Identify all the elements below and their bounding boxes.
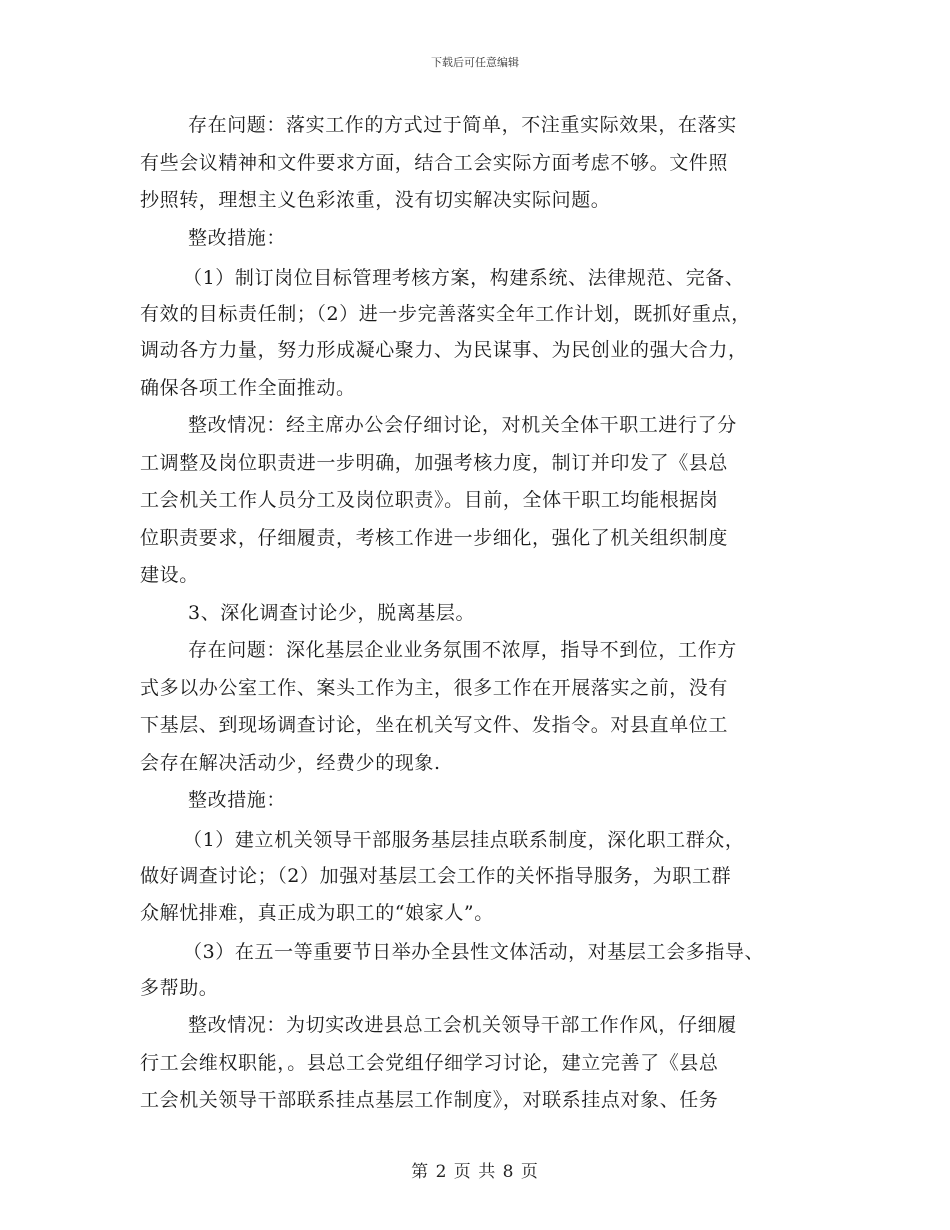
text-line: 有效的目标责任制；（2）进一步完善落实全年工作计划，既抓好重点， [140, 303, 751, 325]
text-line: 多帮助。 [140, 977, 219, 999]
text-line: （1）制订岗位目标管理考核方案，构建系统、法律规范、完备、 [183, 267, 745, 289]
text-line: 存在问题：深化基层企业业务氛围不浓厚，指导不到位，工作方 [188, 639, 737, 661]
text-line: 整改措施： [188, 789, 287, 811]
text-line: 建设。 [140, 564, 199, 586]
text-line: 位职责要求，仔细履责，考核工作进一步细化，强化了机关组织制度 [140, 527, 729, 549]
page-footer: 第 2 页 共 8 页 [411, 1162, 539, 1182]
text-line: （3）在五一等重要节日举办全县性文体活动，对基层工会多指导、 [183, 941, 765, 963]
text-line: 整改措施： [188, 227, 287, 249]
text-line: 存在问题：落实工作的方式过于简单，不注重实际效果，在落实 [188, 114, 737, 136]
text-line: 确保各项工作全面推动。 [140, 377, 356, 399]
text-line: （1）建立机关领导干部服务基层挂点联系制度，深化职工群众， [183, 829, 745, 851]
text-line: 式多以办公室工作、案头工作为主，很多工作在开展落实之前，没有 [140, 677, 729, 699]
text-line: 工调整及岗位职责进一步明确，加强考核力度，制订并印发了《县总 [140, 452, 729, 474]
page-header: 下载后可任意编辑 [431, 56, 519, 69]
text-line: 3、深化调查讨论少，脱离基层。 [188, 602, 476, 624]
text-line: 下基层、到现场调查讨论，坐在机关写文件、发指令。对县直单位工 [140, 714, 729, 736]
text-line: 调动各方力量，努力形成凝心聚力、为民谋事、为民创业的强大合力， [140, 339, 748, 361]
text-line: 整改情况：为切实改进县总工会机关领导干部工作作风，仔细履 [188, 1014, 737, 1036]
text-line: 行工会维权职能，。县总工会党组仔细学习讨论，建立完善了《县总 [140, 1052, 719, 1074]
text-line: 众解忧排难，真正成为职工的“娘家人”。 [140, 902, 494, 924]
text-line: 抄照转，理想主义色彩浓重，没有切实解决实际问题。 [140, 189, 611, 211]
text-line: 工会机关工作人员分工及岗位职责》。目前，全体干职工均能根据岗 [140, 489, 719, 511]
text-line: 有些会议精神和文件要求方面，结合工会实际方面考虑不够。文件照 [140, 152, 729, 174]
text-line: 会存在解决活动少，经费少的现象. [140, 752, 441, 774]
text-line: 做好调查讨论；（2）加强对基层工会工作的关怀指导服务，为职工群 [140, 865, 732, 887]
text-line: 工会机关领导干部联系挂点基层工作制度》，对联系挂点对象、任务 [140, 1089, 719, 1111]
text-line: 整改情况：经主席办公会仔细讨论，对机关全体干职工进行了分 [188, 414, 737, 436]
